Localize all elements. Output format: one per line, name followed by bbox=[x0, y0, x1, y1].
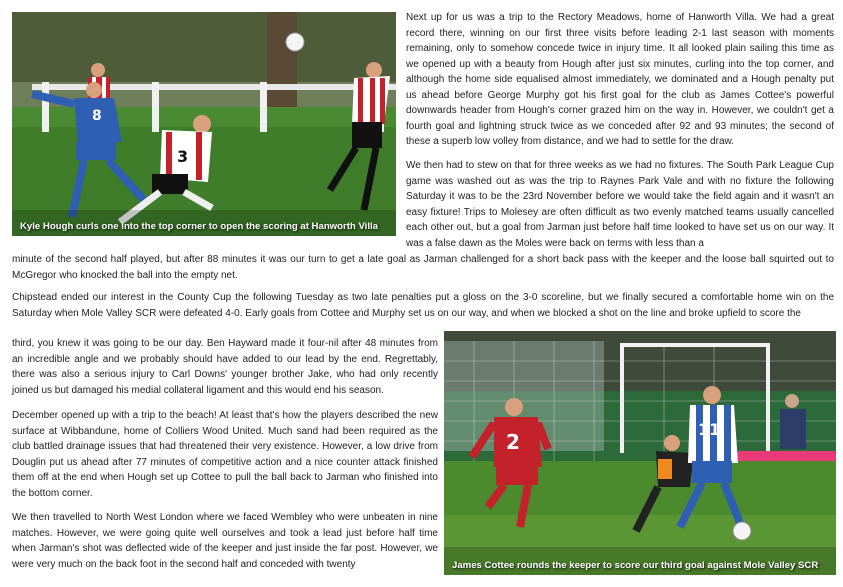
photo-caption-hanworth: Kyle Hough curls one into the top corner to open the scoring at Hanworth Villa bbox=[20, 221, 379, 232]
match-photo-mole-valley bbox=[444, 331, 836, 575]
paragraph-hanworth-villa: Next up for us was a trip to the Rectory Meadows, home of Hanworth Villa. We had a great record there, winning on our first three visits before leading 2-1 last season with moments remaining, only to somehow concede twice in injury time. It all looked plain sailing this time as we opened up with a beauty from Hough after just six minutes, curling into the top corner, and although the home side equalised almost immediately, we dominated and a Hough penalty put us ahead before George Murphy got his first goal for the club as James Cottee's powerful downwards header from Hough's corner grazed him on the way in. However, we couldn't get a fourth goal and lightning struck twice as we conceded after 92 and 93 minutes; the second of these a superb low volley from distance, and we had to settle for the draw. bbox=[406, 12, 834, 147]
shirt-number-3: 3 bbox=[177, 147, 189, 166]
paragraph-wembley: We then travelled to North West London where we faced Wembley who were unbeaten in nine matches. However, we were going quite well ourselves and took a lead just before half time when Jarman's shot was deflected wide of the keeper and just inside the far post. However, we were very much on the back foot in the second half and conceded with twenty bbox=[12, 512, 438, 570]
photo-caption-mole-valley: James Cottee rounds the keeper to score our third goal against Mole Valley SCR bbox=[452, 560, 819, 571]
photo-mole-valley-illustration bbox=[444, 331, 836, 575]
shirt-number-8: 8 bbox=[92, 108, 102, 124]
shirt-number-2: 2 bbox=[506, 430, 520, 454]
paragraph-three-weeks-cont: minute of the second half played, but after 88 minutes it was our turn to get a late goal as Jarman challenged for a short back pass with the keeper and the loose ball squirted out to McGregor who knocked the ball into the empty net. bbox=[12, 254, 834, 281]
shirt-number-11: 11 bbox=[698, 420, 721, 439]
photo-hanworth-illustration bbox=[12, 12, 396, 236]
paragraph-chipstead-intro: Chipstead ended our interest in the County Cup the following Tuesday as two late penalties put a gloss on the 3-0 scoreline, but we finally secured a comfortable home win on the Saturday when Mole Valley SCR were defeated 4-0. Early goals from Cottee and Murphy set us on our way, and when we blocked a shot on the line and broke upfield to score the bbox=[12, 292, 834, 319]
match-photo-hanworth bbox=[12, 12, 396, 236]
paragraph-december-beach: December opened up with a trip to the beach! At least that's how the players described the new surface at Wibbandune, home of Colliers Wood United. Much sand had been required as the club battled drainage issues that had threatened their very existence. However, a low drive from Douglin put us ahead after 77 minutes of competitive action and a nice counter attack finished them off at the end when Hough set up Cottee to pull the ball back to Jarman who finished into the bottom corner. bbox=[12, 410, 438, 499]
paragraph-three-weeks-intro: We then had to stew on that for three weeks as we had no fixtures. The South Park League Cup game was washed out as was the trip to Raynes Park Vale and with no fixture the following Saturday it was to be the 23rd November before we would take the field again and it wasn't an easy fixture! Trips to Molesey are often difficult as two evenly matched teams usually cancelled each other out, but a goal from Jarman just before half time looked to have set us on our way. It was a false dawn as the Moles were back on terms with less than a bbox=[406, 160, 834, 249]
paragraph-chipstead-cont: third, you knew it was going to be our day. Ben Hayward made it four-nil after 48 minutes from an incredible angle and we probably should have added to our lead by the end. Regrettably, there was also a serious injury to Carl Downs' younger brother Jake, who had only recently joined us but damaged his medial collateral ligament and this would end his season. bbox=[12, 338, 438, 396]
